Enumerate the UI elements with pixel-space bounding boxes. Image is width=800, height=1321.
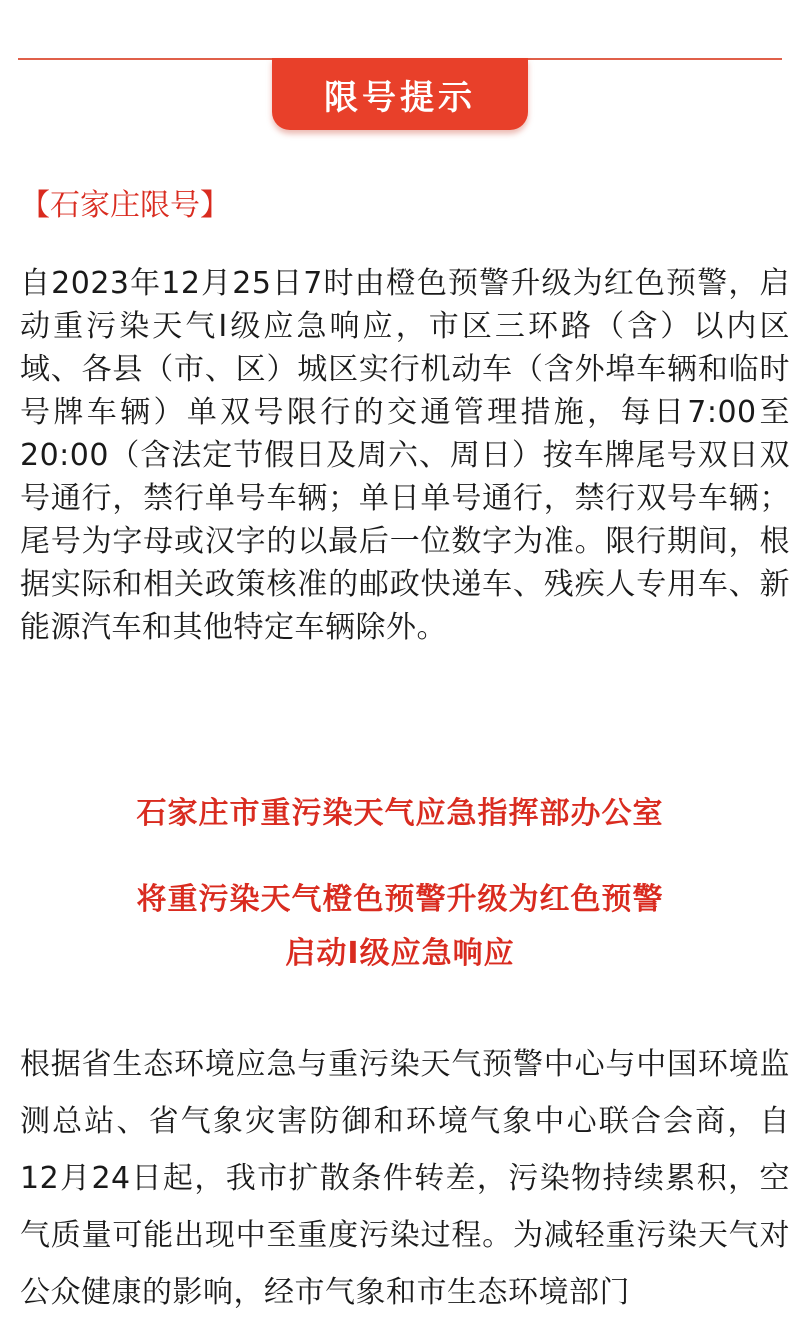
notice-issuer: 石家庄市重污染天气应急指挥部办公室 — [136, 796, 664, 831]
section-tag: 【石家庄限号】 — [20, 188, 230, 223]
page-title: 限号提示 — [324, 77, 476, 118]
announcement-paragraph: 根据省生态环境应急与重污染天气预警中心与中国环境监测总站、省气象灾害防御和环境气象中心联合会商，自12月24日起，我市扩散条件转差，污染物持续累积，空气质量可能出现中至重度污染过程。为减轻重污染天气对公众健康的影响，经市气象和市生态环境部门 — [20, 1047, 790, 1310]
notice-headline-line2: 启动I级应急响应 — [285, 936, 515, 971]
title-badge — [272, 58, 528, 130]
restriction-paragraph: 自2023年12月25日7时由橙色预警升级为红色预警，启动重污染天气I级应急响应，市区三环路（含）以内区域、各县（市、区）城区实行机动车（含外埠车辆和临时号牌车辆）单双号限行的交通管理措施，每日7:00至20:00（含法定节假日及周六、周日）按车牌尾号双日双号通行，禁行单号车辆；单日单号通行，禁行双号车辆；尾号为字母或汉字的以最后一位数字为准。限行期间，根据实际和相关政策核准的邮政快递车、残疾人专用车、新能源汽车和其他特定车辆除外。 — [20, 266, 790, 645]
notice-headline-line1: 将重污染天气橙色预警升级为红色预警 — [136, 882, 664, 917]
